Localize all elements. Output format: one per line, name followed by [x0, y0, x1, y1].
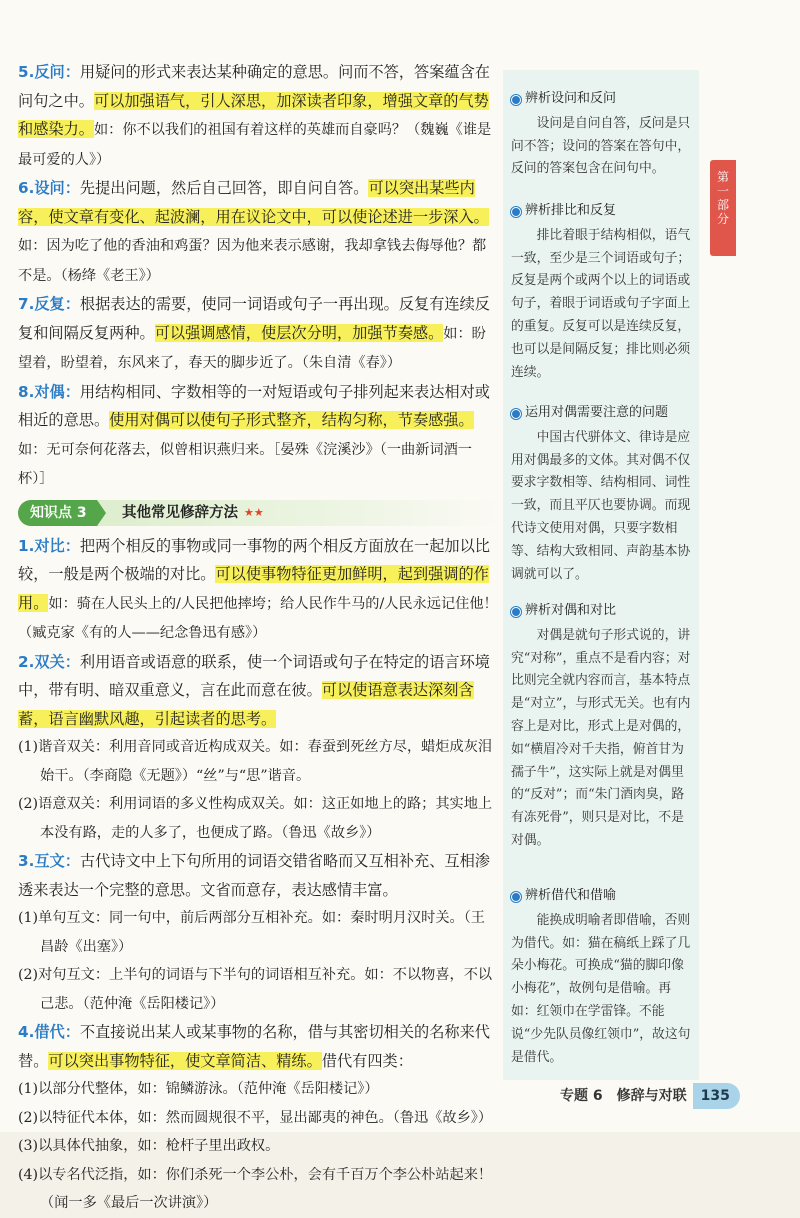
- sub-item: (4)以专名代泛指，如：你们杀死一个李公朴，会有千百万个李公朴站起来！（闻一多《最后一次讲演》）: [18, 1166, 493, 1211]
- entry-definition: 把两个相反的事物或同一事物的两个相反方面放在一起加以比较，一般是两个极端的对比。: [18, 536, 490, 583]
- entry-term: 7.反复：: [18, 295, 80, 313]
- note-jiedai-jieyu: [511, 885, 695, 1069]
- entry-highlight: 使用对偶可以使句子形式整齐，结构匀称，节奏感强。: [109, 411, 474, 429]
- entry-example: 如：盼望着，盼望着，东风来了，春天的脚步近了。（朱自清《春》）: [18, 325, 486, 371]
- note-duiou-duibi: [511, 600, 695, 853]
- note-title: 辨析对偶和对比: [525, 603, 617, 618]
- entry-fanwen: [18, 58, 498, 174]
- entry-term: 2.双关：: [18, 652, 80, 671]
- section-title-text: 其他常见修辞方法: [122, 504, 238, 521]
- entry-highlight: 可以使事物特征更加鲜明，起到强调的作用。: [18, 565, 489, 612]
- part-tab-char: 第: [716, 170, 729, 184]
- note-head: [511, 600, 695, 623]
- entry-definition: 根据表达的需要，使同一词语或句子一再出现。反复有连续反复和间隔反复两种。: [18, 295, 490, 342]
- entry-highlight: 可以强调感情，使层次分明，加强节奏感。: [154, 323, 444, 342]
- note-body: 中国古代骈体文、律诗是应用对偶最多的文体。其对偶不仅要求字数相等、结构相同、词性一致，而且平仄也要协调。而现代诗文使用对偶，只要字数相等、结构大致相同、声韵基本协调就可以了。: [511, 429, 691, 582]
- footer-topic: 专题 6 修辞与对联: [560, 1088, 687, 1104]
- entry-huwen: [18, 847, 498, 904]
- sub-item: (3)以具体代抽象，如：枪杆子里出政权。: [18, 1138, 280, 1154]
- entry-duibi: [18, 532, 498, 648]
- note-head: [511, 200, 695, 223]
- entry-term: 4.借代：: [18, 1023, 80, 1041]
- entry-term: 6.设问：: [18, 179, 80, 197]
- bullet-icon: [511, 892, 521, 902]
- note-title: 辨析排比和反复: [525, 203, 617, 218]
- sub-item: (2)以特征代本体，如：然而圆规很不平，显出鄙夷的神色。（鲁迅《故乡》）: [18, 1109, 493, 1126]
- sub-item: (1)以部分代整体，如：锦鳞游泳。（范仲淹《岳阳楼记》）: [18, 1081, 379, 1097]
- part-tab: [710, 160, 736, 256]
- note-duiou-zhuyi: [511, 402, 695, 586]
- entry-example: 如：骑在人民头上的/人民把他摔垮；给人民作牛马的/人民永远记住他！（臧克家《有的人——纪念鲁迅有感》）: [18, 595, 498, 641]
- section-title: [122, 500, 264, 526]
- entry-definition: 先提出问题，然后自己回答，即自问自答。: [79, 179, 369, 197]
- entry-example: 如：无可奈何花落去，似曾相识燕归来。［晏殊《浣溪沙》（一曲新词酒一杯）］: [18, 441, 472, 487]
- entry-example: 如：因为吃了他的香油和鸡蛋？因为他来表示感谢，我却拿钱去侮辱他？都不是。（杨绛《老王》）: [18, 238, 487, 284]
- note-body: 能换成明喻者即借喻，否则为借代。如：猫在稿纸上踩了几朵小梅花。可换成“猫的脚印像小梅花”，故例句是借喻。再如：红领巾在学雷锋。不能说“少先队员像红领巾”，故这句是借代。: [511, 912, 691, 1065]
- note-shewen-fanwen: [511, 88, 695, 181]
- entry-shuangguan: [18, 648, 498, 734]
- entry-highlight: 可以突出事物特征，使文章简洁、精练。: [48, 1051, 322, 1070]
- entry-fanfu: [18, 290, 498, 378]
- entry-definition: 用疑问的形式来表达某种确定的意思。问而不答，答案蕴含在问句之中。: [18, 63, 490, 110]
- entry-highlight: 可以使语意表达深刻含蓄，语言幽默风趣，引起读者的思考。: [18, 681, 474, 728]
- section-header: [18, 500, 498, 526]
- entry-highlight: 可以突出某些内容，使文章有变化、起波澜，用在议论文中，可以使论述进一步深入。: [18, 179, 489, 226]
- note-head: [511, 88, 695, 111]
- main-column: [18, 58, 498, 1218]
- entry-duiou: [18, 378, 498, 494]
- entry-definition: 利用语音或语意的联系，使一个词语或句子在特定的语言环境中，带有明、暗双重意义，言在此而意在彼。: [18, 652, 490, 699]
- bullet-icon: [511, 95, 521, 105]
- note-head: [511, 885, 695, 908]
- note-title: 运用对偶需要注意的问题: [525, 405, 669, 420]
- page-footer: [560, 1083, 740, 1109]
- note-body: 设问是自问自答，反问是只问不答；设问的答案在答句中，反问的答案包含在问句中。: [511, 115, 691, 177]
- entry-definition: 用结构相同、字数相等的一对短语或句子排列起来表达相对或相近的意思。: [18, 382, 490, 429]
- entry-shewen: [18, 174, 498, 290]
- sidebar-notes: [503, 70, 699, 1080]
- part-tab-char: 分: [716, 212, 729, 226]
- sub-item: (1)谐音双关：利用音同或音近构成双关。如：春蚕到死丝方尽，蜡炬成灰泪始干。（李商隐《无题》）“丝”与“思”谐音。: [18, 739, 493, 784]
- star-icon: ★★: [244, 505, 264, 519]
- page-number: 135: [693, 1083, 740, 1109]
- sub-item: (2)对句互文：上半句的词语与下半句的词语相互补充。如：不以物喜，不以己悲。（范仲淹《岳阳楼记》）: [18, 967, 493, 1012]
- bullet-icon: [511, 409, 521, 419]
- note-title: 辨析设问和反问: [525, 91, 617, 106]
- entry-term: 5.反问：: [18, 63, 80, 81]
- note-body: 对偶是就句子形式说的，讲究“对称”，重点不是看内容；对比则完全就内容而言，基本特点是“对立”，与形式无关。也有内容上是对比，形式上是对偶的，如“横眉冷对千夫指，俯首甘为孺子牛”，这实际上就是对偶里的“反对”；而“朱门酒肉臭，路有冻死骨”，则只是对比，不是对偶。: [511, 627, 691, 848]
- entry-example: 如：你不以我们的祖国有着这样的英雄而自豪吗？（魏巍《谁是最可爱的人》）: [18, 122, 492, 168]
- part-tab-char: 一: [716, 184, 729, 198]
- entry-tail: 借代有四类：: [321, 1051, 413, 1070]
- note-title: 辨析借代和借喻: [525, 888, 617, 903]
- part-tab-char: 部: [716, 198, 729, 212]
- entry-jiedai: [18, 1018, 498, 1075]
- entry-definition: 不直接说出某人或某事物的名称，借与其密切相关的名称来代替。: [18, 1023, 490, 1070]
- note-paibi-fanfu: [511, 200, 695, 384]
- entry-term: 3.互文：: [18, 852, 80, 870]
- bullet-icon: [511, 207, 521, 217]
- entry-term: 1.对比：: [18, 536, 80, 555]
- note-body: 排比着眼于结构相似，语气一致，至少是三个词语或句子；反复是两个或两个以上的词语或句子，着眼于词语或句子字面上的重复。反复可以是连续反复，也可以是间隔反复；排比则必须连续。: [511, 227, 691, 380]
- bullet-icon: [511, 607, 521, 617]
- entry-definition: 古代诗文中上下句所用的词语交错省略而又互相补充、互相渗透来表达一个完整的意思。文省而意存，表达感情丰富。: [18, 852, 490, 899]
- sub-item: (2)语意双关：利用词语的多义性构成双关。如：这正如地上的路；其实地上本没有路，走的人多了，也便成了路。（鲁迅《故乡》）: [18, 796, 493, 841]
- section-tag: 知识点 3: [18, 500, 97, 526]
- note-head: [511, 402, 695, 425]
- entry-term: 8.对偶：: [18, 382, 80, 401]
- sub-item: (1)单句互文：同一句中，前后两部分互相补充。如：秦时明月汉时关。（王昌龄《出塞》）: [18, 910, 485, 955]
- entry-highlight: 可以加强语气，引人深思，加深读者印象，增强文章的气势和感染力。: [18, 91, 489, 138]
